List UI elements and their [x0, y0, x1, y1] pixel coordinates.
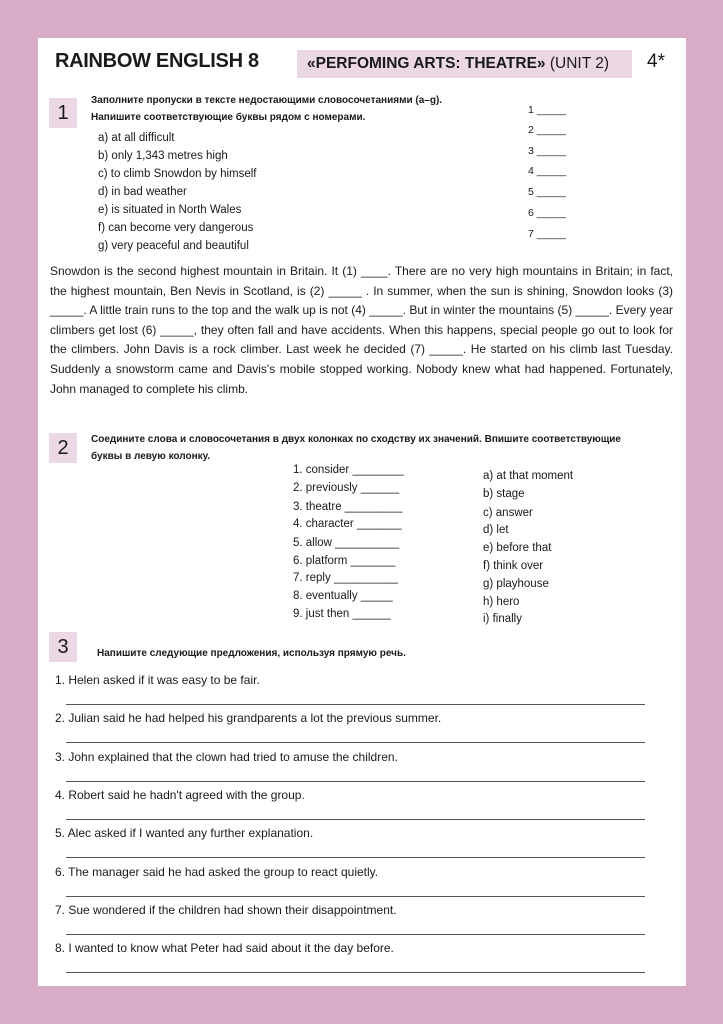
match-right-item: d) let	[483, 524, 509, 536]
match-left-item: 1. consider ________	[293, 464, 404, 476]
option-item: g) very peaceful and beautiful	[98, 240, 249, 252]
task-number-3: 3	[49, 632, 77, 662]
option-item: b) only 1,343 metres high	[98, 150, 228, 162]
book-title: RAINBOW ENGLISH 8	[55, 50, 259, 72]
sentence-item: 1. Helen asked if it was easy to be fair.	[55, 673, 260, 687]
sentence-item: 7. Sue wondered if the children had shown their disappointment.	[55, 903, 397, 917]
sentence-item: 5. Alec asked if I wanted any further explanation.	[55, 826, 314, 840]
sentence-item: 8. I wanted to know what Peter had said about it the day before.	[55, 941, 394, 955]
task2-instruction: буквы в левую колонку.	[91, 451, 211, 462]
answer-line[interactable]	[66, 972, 645, 973]
match-left-item: 4. character _______	[293, 518, 402, 530]
match-left-item: 9. just then ______	[293, 608, 391, 620]
match-left-item: 8. eventually _____	[293, 590, 393, 602]
option-item: d) in bad weather	[98, 186, 187, 198]
answer-blank: 7 _____	[528, 228, 566, 240]
match-right-item: e) before that	[483, 542, 552, 554]
sentence-item: 2. Julian said he had helped his grandparents a lot the previous summer.	[55, 711, 442, 725]
option-item: e) is situated in North Wales	[98, 204, 242, 216]
match-left-item: 6. platform _______	[293, 555, 396, 567]
match-right-item: b) stage	[483, 488, 525, 500]
sentence-item: 4. Robert said he hadn't agreed with the group.	[55, 788, 305, 802]
answer-blank: 1 _____	[528, 104, 566, 116]
task3-instruction: Напишите следующие предложения, используя прямую речь.	[97, 648, 406, 659]
match-left-item: 3. theatre _________	[293, 501, 403, 513]
sentence-item: 6. The manager said he had asked the group to react quietly.	[55, 865, 379, 879]
option-item: c) to climb Snowdon by himself	[98, 168, 257, 180]
match-right-item: g) playhouse	[483, 578, 549, 590]
match-right-item: a) at that moment	[483, 470, 574, 482]
unit-title	[307, 55, 609, 73]
task2-instruction: Соедините слова и словосочетания в двух колонках по сходству их значений. Впишите соответствующие	[91, 434, 621, 445]
match-left-item: 7. reply __________	[293, 572, 398, 584]
answer-blank: 6 _____	[528, 207, 566, 219]
answer-line[interactable]	[66, 781, 645, 782]
answer-line[interactable]	[66, 934, 645, 935]
task1-instruction: Заполните пропуски в тексте недостающими словосочетаниями (a–g).	[91, 95, 443, 106]
unit-number: (UNIT 2)	[545, 55, 609, 72]
answer-blank: 3 _____	[528, 145, 566, 157]
answer-blank: 4 _____	[528, 165, 566, 177]
match-left-item: 2. previously ______	[293, 482, 400, 494]
match-right-item: h) hero	[483, 596, 520, 608]
answer-line[interactable]	[66, 742, 645, 743]
answer-line[interactable]	[66, 819, 645, 820]
task1-text: Snowdon is the second highest mountain in Britain. It (1) ____. There are no very high mountains in Britain; in fact, the highest mountain, Ben Nevis in Scotland, is (2) _____ . In summer, when the sun is shining, Snowdon looks (3) _____. A little train runs to the top and the walk up is not (4) _____. But in winter the mountains (5) _____. Every year climbers get lost (6) _____, they often fall and have accidents. When this happens, special people go out to look for the climbers. John Davis is a rock climber. Last week he decided (7) _____. He started on his climb last Tuesday. Suddenly a snowstorm came and Davis's mobile stopped working. Nobody knew what had happened. Fortunately, John managed to complete his climb.	[50, 264, 673, 396]
option-item: a) at all difficult	[98, 132, 175, 144]
answer-blank: 2 _____	[528, 124, 566, 136]
answer-blank: 5 _____	[528, 186, 566, 198]
level-label: 4*	[647, 51, 665, 72]
match-right-item: i) finally	[483, 613, 522, 625]
unit-name: «PERFOMING ARTS: THEATRE»	[307, 55, 546, 72]
sentence-item: 3. John explained that the clown had tried to amuse the children.	[55, 750, 398, 764]
answer-line[interactable]	[66, 704, 645, 705]
task1-instruction: Напишите соответствующие буквы рядом с номерами.	[91, 112, 366, 123]
match-left-item: 5. allow __________	[293, 537, 400, 549]
answer-line[interactable]	[66, 857, 645, 858]
option-item: f) can become very dangerous	[98, 222, 254, 234]
match-right-item: f) think over	[483, 560, 544, 572]
match-right-item: c) answer	[483, 507, 533, 519]
task-number-2: 2	[49, 433, 77, 463]
answer-line[interactable]	[66, 896, 645, 897]
task-number-1: 1	[49, 98, 77, 128]
